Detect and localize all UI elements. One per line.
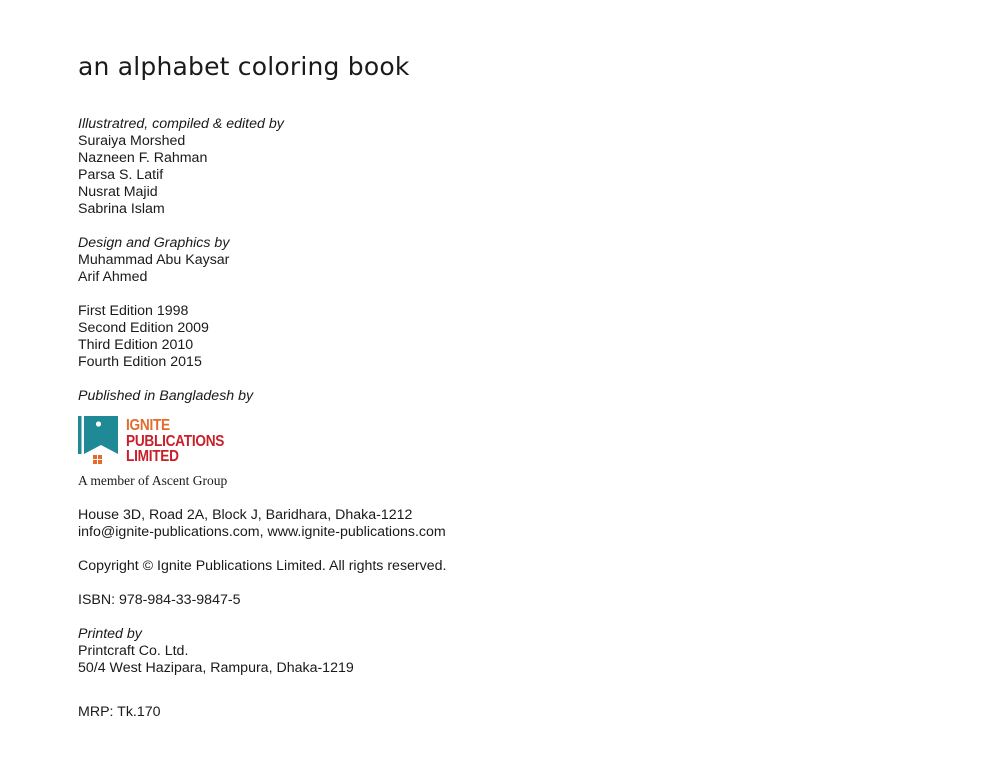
credit-name: Nazneen F. Rahman bbox=[78, 150, 208, 166]
credit-name: Parsa S. Latif bbox=[78, 167, 164, 183]
credit-name: Nusrat Majid bbox=[78, 184, 158, 200]
printer-section bbox=[78, 626, 354, 677]
design-heading: Design and Graphics by bbox=[78, 235, 230, 251]
isbn-text: ISBN: 978-984-33-9847-5 bbox=[78, 592, 241, 608]
editions-section bbox=[78, 303, 209, 371]
edition-line: Second Edition 2009 bbox=[78, 320, 209, 336]
logo-line-ignite: IGNITE bbox=[126, 417, 170, 434]
copyright-text: Copyright © Ignite Publications Limited. All rights reserved. bbox=[78, 558, 447, 574]
credit-name: Sabrina Islam bbox=[78, 201, 165, 217]
member-of-text: A member of Ascent Group bbox=[78, 473, 228, 488]
copyright-section bbox=[78, 558, 446, 575]
designer-name: Arif Ahmed bbox=[78, 269, 148, 285]
printer-name: Printcraft Co. Ltd. bbox=[78, 643, 189, 659]
edition-line: First Edition 1998 bbox=[78, 303, 189, 319]
publisher-address: House 3D, Road 2A, Block J, Baridhara, Dhaka-1212 bbox=[78, 507, 413, 523]
published-section bbox=[78, 388, 253, 405]
publisher-contact: info@ignite-publications.com, www.ignite-publications.com bbox=[78, 524, 446, 540]
credit-name: Suraiya Morshed bbox=[78, 133, 186, 149]
designer-name: Muhammad Abu Kaysar bbox=[78, 252, 230, 268]
logo-line-publications: PUBLICATIONS bbox=[126, 432, 225, 450]
isbn-section bbox=[78, 592, 240, 609]
published-heading: Published in Bangladesh by bbox=[78, 388, 254, 404]
publisher-logo bbox=[78, 416, 238, 466]
price-text: MRP: Tk.170 bbox=[78, 704, 161, 720]
publisher-logo-icon bbox=[78, 416, 118, 466]
printer-heading: Printed by bbox=[78, 626, 142, 642]
printer-address: 50/4 West Hazipara, Rampura, Dhaka-1219 bbox=[78, 660, 354, 676]
credits-heading: Illustratred, compiled & edited by bbox=[78, 116, 284, 132]
publisher-address-section bbox=[78, 507, 446, 541]
page-title: an alphabet coloring book bbox=[78, 52, 410, 81]
price-section bbox=[78, 704, 161, 721]
edition-line: Third Edition 2010 bbox=[78, 337, 194, 353]
logo-line-limited: LIMITED bbox=[126, 448, 179, 465]
publisher-logo-text bbox=[126, 418, 224, 465]
design-section bbox=[78, 235, 229, 286]
credits-section bbox=[78, 116, 284, 218]
edition-line: Fourth Edition 2015 bbox=[78, 354, 202, 370]
